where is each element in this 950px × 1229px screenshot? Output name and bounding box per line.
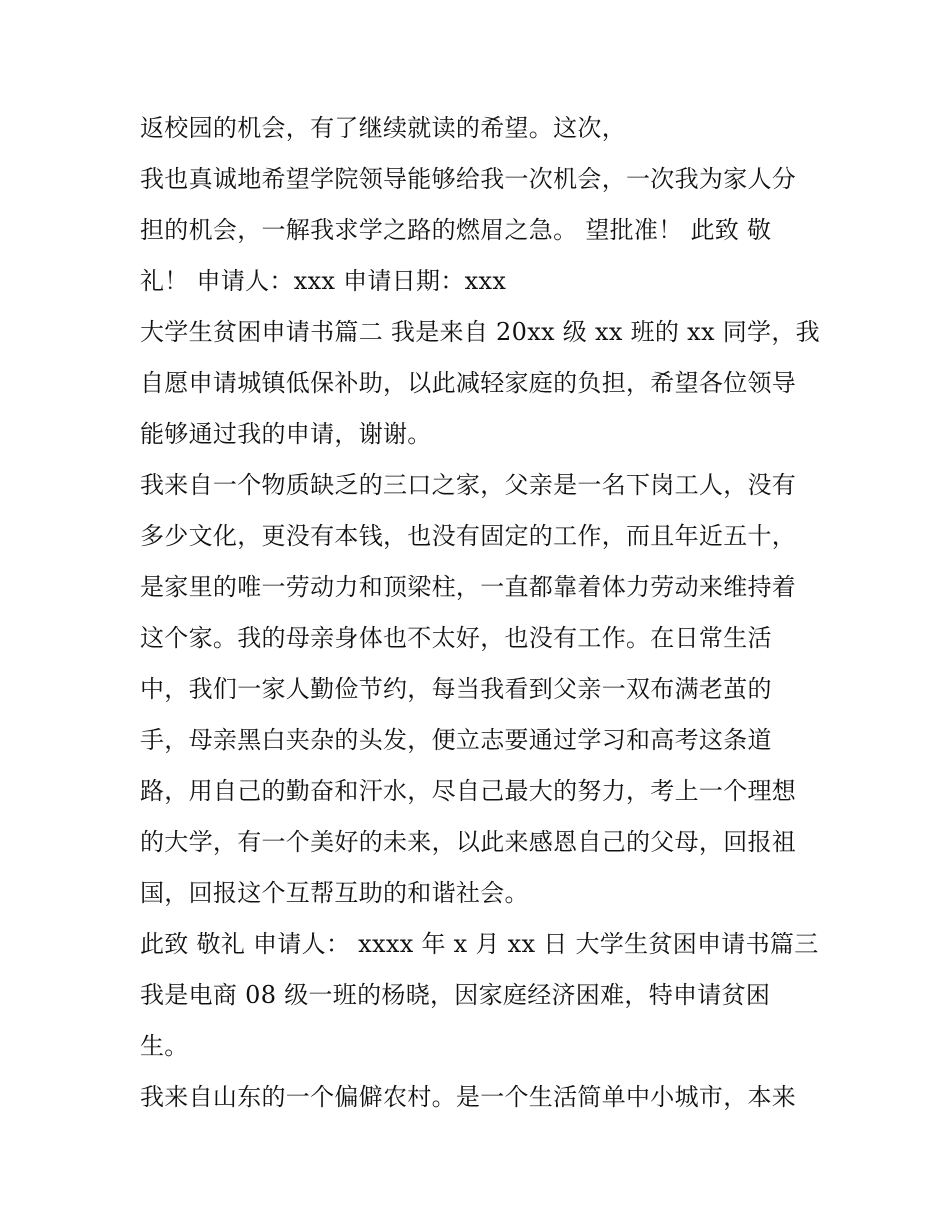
text-line: 我是电商 08 级一班的杨晓，因家庭经济困难，特申请贫困: [140, 981, 771, 1009]
text-line: 我来自山东的一个偏僻农村。是一个生活简单中小城市，本来: [140, 1083, 797, 1111]
text-line: 路，用自己的勤奋和汗水，尽自己最大的努力，考上一个理想: [140, 777, 797, 805]
text-line: 的大学，有一个美好的未来，以此来感恩自己的父母，回报祖: [140, 828, 797, 856]
text-line: 我也真诚地希望学院领导能够给我一次机会，一次我为家人分: [140, 165, 797, 193]
text-line: 是家里的唯一劳动力和顶梁柱，一直都靠着体力劳动来维持着: [140, 573, 797, 601]
text-line: 返校园的机会，有了继续就读的希望。这次，: [140, 114, 626, 142]
text-line: 此致 敬礼 申请人： xxxx 年 x 月 xx 日 大学生贫困申请书篇三: [140, 930, 819, 958]
text-line: 我来自一个物质缺乏的三口之家，父亲是一名下岗工人，没有: [140, 471, 797, 499]
text-line: 国，回报这个互帮互助的和谐社会。: [140, 879, 529, 907]
text-line: 能够通过我的申请，谢谢。: [140, 420, 432, 448]
text-line: 担的机会，一解我求学之路的燃眉之急。 望批准！ 此致 敬: [140, 216, 772, 244]
text-line: 中，我们一家人勤俭节约，每当我看到父亲一双布满老茧的: [140, 675, 772, 703]
text-line: 手，母亲黑白夹杂的头发，便立志要通过学习和高考这条道: [140, 726, 772, 754]
text-line: 这个家。我的母亲身体也不太好，也没有工作。在日常生活: [140, 624, 772, 652]
text-line: 大学生贫困申请书篇二 我是来自 20xx 级 xx 班的 xx 同学，我: [140, 318, 820, 346]
text-line: 自愿申请城镇低保补助，以此减轻家庭的负担，希望各位领导: [140, 369, 797, 397]
text-line: 生。: [140, 1032, 189, 1060]
text-line: 多少文化，更没有本钱，也没有固定的工作，而且年近五十，: [140, 522, 797, 550]
text-line: 礼！ 申请人：xxx 申请日期：xxx: [140, 267, 507, 295]
